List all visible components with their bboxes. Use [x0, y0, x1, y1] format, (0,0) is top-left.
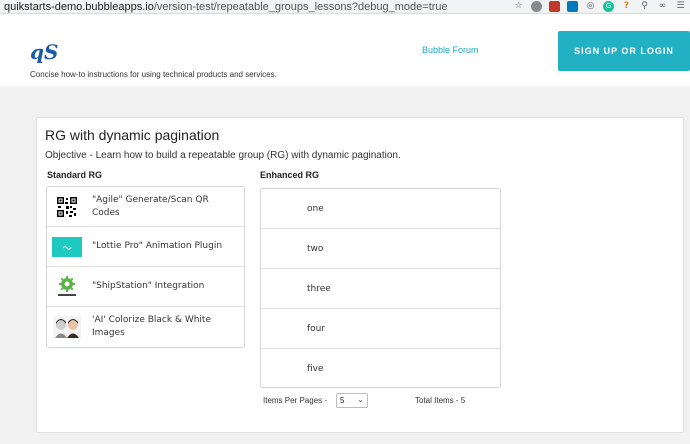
list-item[interactable]	[47, 307, 244, 347]
chevron-down-icon: ⌄	[357, 395, 364, 404]
list-item[interactable]	[47, 267, 244, 307]
list-item[interactable]	[261, 189, 500, 229]
list-item[interactable]	[261, 349, 500, 388]
lottie-thumb	[52, 234, 82, 260]
items-per-page-value: 5	[340, 396, 345, 405]
item-label: two	[307, 243, 324, 254]
items-per-page-label: Items Per Pages -	[263, 396, 328, 405]
objective-text: Objective - Learn how to build a repeatable group (RG) with dynamic pagination.	[45, 150, 401, 161]
portrait-thumb	[52, 314, 82, 340]
signup-login-button[interactable]: SIGN UP OR LOGIN	[558, 31, 690, 71]
url-path: /version-test/repeatable_groups_lessons?debug_mode=true	[153, 0, 448, 13]
list-item[interactable]	[47, 227, 244, 267]
extension-icon[interactable]	[549, 1, 560, 12]
total-items-label: Total Items - 5	[415, 396, 466, 405]
extension-icon[interactable]: ?	[623, 1, 630, 11]
item-label: five	[307, 364, 324, 374]
trello-icon[interactable]	[567, 1, 578, 12]
item-label: "Agile" Generate/Scan QR Codes	[92, 194, 209, 218]
site-header	[0, 15, 690, 85]
extension-icon[interactable]: ◎	[586, 1, 595, 11]
item-label: four	[307, 323, 326, 334]
item-label: 'AI' Colorize Black & White Images	[92, 315, 211, 338]
tagline: Concise how-to instructions for using technical products and services.	[30, 70, 277, 79]
item-label: "Lottie Pro" Animation Plugin	[92, 241, 223, 251]
page-title: RG with dynamic pagination	[45, 127, 220, 143]
qr-code-icon	[52, 194, 82, 220]
item-label: one	[307, 203, 324, 214]
url-host: quikstarts-demo.bubbleapps.io	[4, 0, 154, 13]
enhanced-rg-heading: Enhanced RG	[260, 170, 320, 180]
extension-icon[interactable]	[531, 1, 542, 12]
standard-rg-heading: Standard RG	[47, 170, 103, 180]
shipstation-gear-icon	[52, 274, 82, 300]
glasses-icon[interactable]: ∞	[658, 1, 667, 11]
enhanced-rg[interactable]	[260, 188, 501, 388]
bubble-forum-link[interactable]: Bubble Forum	[422, 45, 479, 55]
item-label: three	[307, 283, 331, 294]
list-item[interactable]	[261, 229, 500, 269]
star-icon[interactable]: ☆	[514, 1, 523, 11]
search-icon[interactable]: ⚲	[641, 1, 648, 11]
item-label: "ShipStation" Integration	[92, 281, 205, 291]
list-item[interactable]	[261, 269, 500, 309]
items-per-page-select[interactable]	[336, 393, 368, 408]
list-item[interactable]	[261, 309, 500, 349]
url-field[interactable]	[0, 1, 448, 13]
browser-address-bar	[0, 0, 690, 14]
standard-rg[interactable]	[46, 186, 245, 348]
list-item[interactable]	[47, 187, 244, 227]
browser-toolbar-icons	[513, 1, 686, 12]
site-logo[interactable]: qS	[30, 40, 59, 64]
grammarly-icon[interactable]: G	[603, 1, 614, 12]
menu-icon[interactable]: ☰	[676, 1, 685, 11]
